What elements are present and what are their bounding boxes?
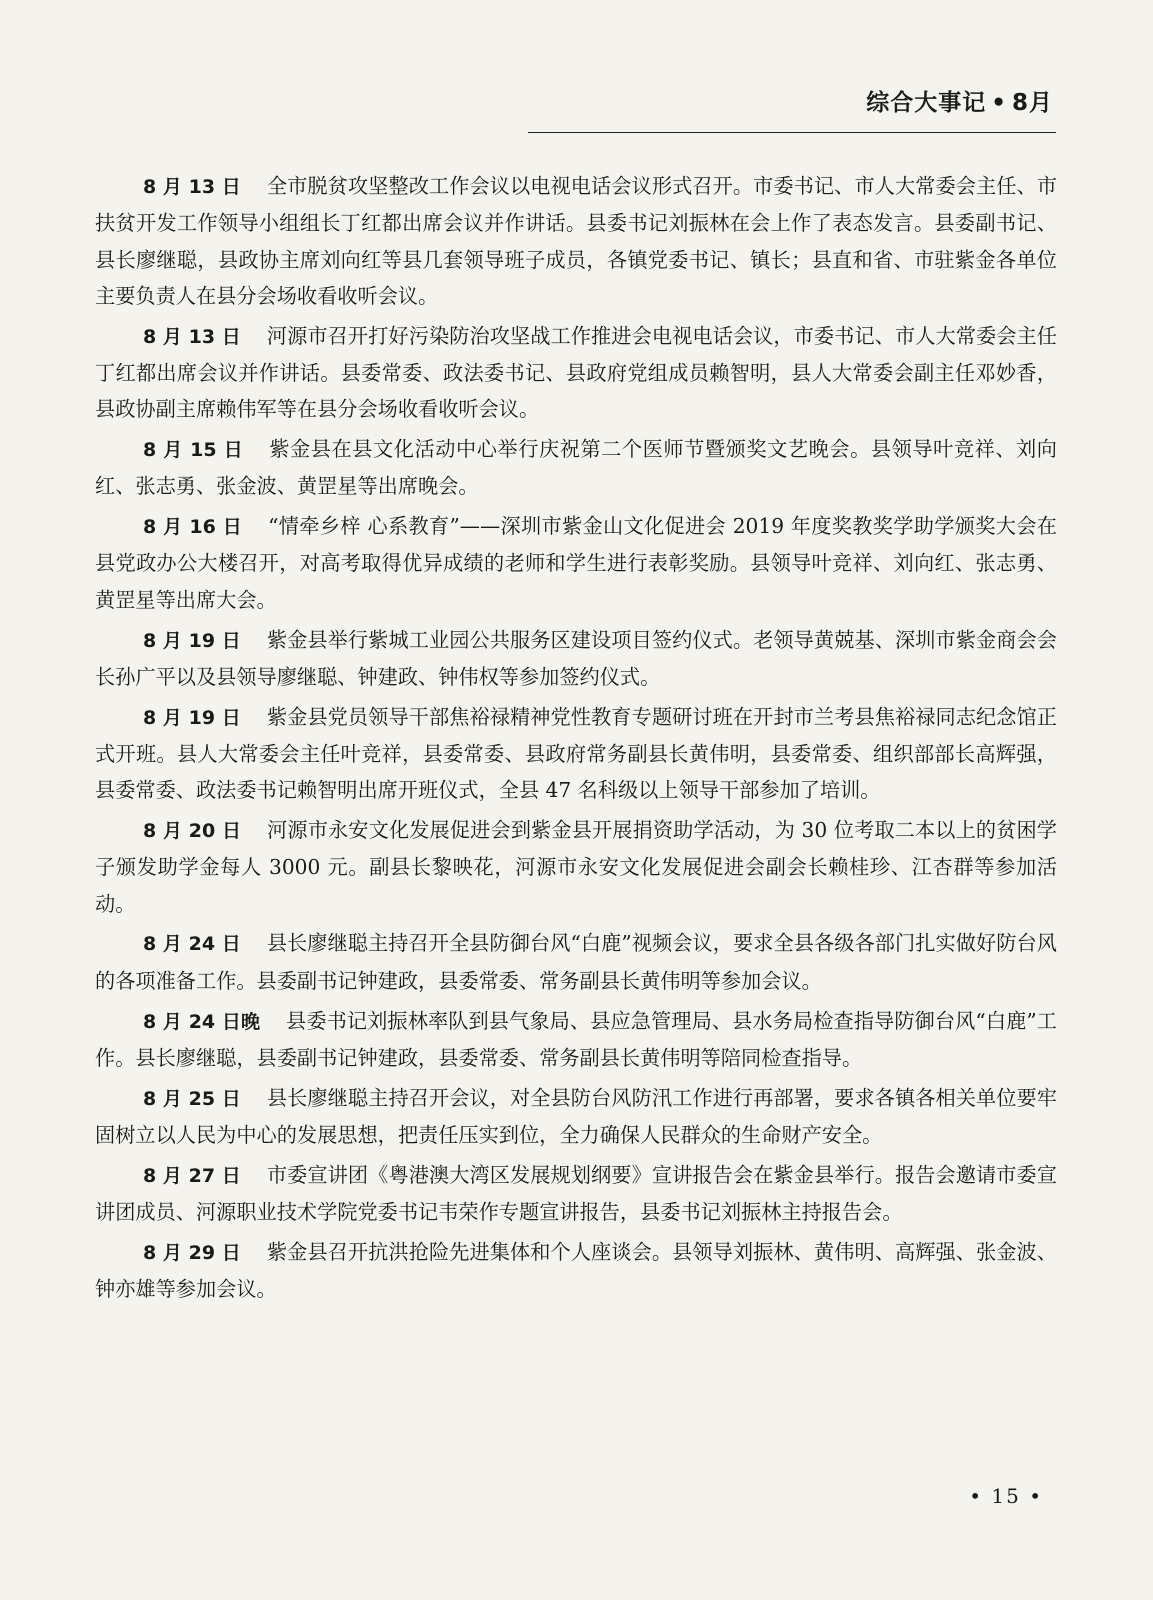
entry-text: 市委宣讲团《粤港澳大湾区发展规划纲要》宣讲报告会在紫金县举行。报告会邀请市委宣讲团成员、河源职业技术学院党委书记韦荣作专题宣讲报告，县委书记刘振林主持报告会。 (95, 1162, 1057, 1225)
entry-text: 紫金县召开抗洪抢险先进集体和个人座谈会。县领导刘振林、黄伟明、高辉强、张金波、钟亦雄等参加会议。 (95, 1239, 1057, 1302)
entry-date: 8 月 19 日 (143, 706, 241, 729)
entry-date: 8 月 19 日 (143, 629, 241, 652)
chronicle-entry (95, 318, 1057, 428)
section-title: 综合大事记 (866, 90, 987, 116)
chronicle-entry (95, 812, 1057, 922)
entry-text: 县长廖继聪主持召开全县防御台风“白鹿”视频会议，要求全县各级各部门扎实做好防台风的各项准备工作。县委副书记钟建政，县委常委、常务副县长黄伟明等参加会议。 (95, 931, 1057, 993)
entry-text: 紫金县举行紫城工业园公共服务区建设项目签约仪式。老领导黄兢基、深圳市紫金商会会长孙广平以及县领导廖继聪、钟建政、钟伟权等参加签约仪式。 (95, 627, 1057, 689)
chronicle-entry (95, 1080, 1057, 1154)
entry-date: 8 月 25 日 (143, 1087, 241, 1110)
entry-date: 8 月 16 日 (143, 516, 243, 539)
chronicle-entry (95, 431, 1057, 505)
entry-date: 8 月 29 日 (143, 1241, 241, 1264)
section-month: 8月 (1011, 90, 1053, 116)
entry-text: 县委书记刘振林率队到县气象局、县应急管理局、县水务局检查指导防御台风“白鹿”工作。县长廖继聪，县委副书记钟建政，县委常委、常务副县长黄伟明等陪同检查指导。 (95, 1008, 1057, 1070)
entry-text: 河源市永安文化发展促进会到紫金县开展捐资助学活动，为 30 位考取二本以上的贫困学子颁发助学金每人 3000 元。副县长黎映花，河源市永安文化发展促进会副会长赖桂珍、江杏群等参加活动。 (95, 818, 1057, 916)
chronicle-entry (95, 925, 1057, 999)
chronicle-entry (95, 622, 1057, 696)
entry-text: “情牵乡梓 心系教育”——深圳市紫金山文化促进会 2019 年度奖教奖学助学颁奖大会在县党政办公大楼召开，对高考取得优异成绩的老师和学生进行表彰奖励。县领导叶竞祥、刘向红、张志勇、黄罡星等出席大会。 (95, 514, 1057, 612)
chronicle-entry (95, 699, 1057, 809)
entry-text: 全市脱贫攻坚整改工作会议以电视电话会议形式召开。市委书记、市人大常委会主任、市扶贫开发工作领导小组组长丁红都出席会议并作讲话。县委书记刘振林在会上作了表态发言。县委副书记、县长廖继聪，县政协主席刘向红等县几套领导班子成员，各镇党委书记、镇长；县直和省、市驻紫金各单位主要负责人在县分会场收看收听会议。 (95, 174, 1057, 308)
header-separator: • (991, 90, 1007, 116)
chronicle-entry (95, 1157, 1057, 1231)
entry-date: 8 月 13 日 (143, 176, 241, 198)
entry-text: 紫金县党员领导干部焦裕禄精神党性教育专题研讨班在开封市兰考县焦裕禄同志纪念馆正式开班。县人大常委会主任叶竞祥，县委常委、县政府常务副县长黄伟明，县委常委、组织部部长高辉强，县委常委、政法委书记赖智明出席开班仪式，全县 47 名科级以上领导干部参加了培训。 (95, 704, 1057, 803)
chronicle-entries (95, 168, 1057, 1307)
running-header (866, 84, 1053, 117)
header-rule (528, 132, 1056, 133)
entry-date: 8 月 27 日 (143, 1164, 241, 1187)
entry-date: 8 月 24 日 (143, 933, 241, 956)
entry-text: 紫金县在县文化活动中心举行庆祝第二个医师节暨颁奖文艺晚会。县领导叶竞祥、刘向红、张志勇、张金波、黄罡星等出席晚会。 (95, 437, 1057, 499)
chronicle-entry (95, 1234, 1057, 1308)
page-number: • 15 • (969, 1484, 1043, 1508)
chronicle-entry (95, 508, 1057, 618)
entry-date: 8 月 24 日晚 (143, 1010, 261, 1033)
entry-date: 8 月 15 日 (143, 439, 244, 462)
entry-date: 8 月 20 日 (143, 820, 242, 843)
entry-text: 河源市召开打好污染防治攻坚战工作推进会电视电话会议，市委书记、市人大常委会主任丁红都出席会议并作讲话。县委常委、政法委书记、县政府党组成员赖智明，县人大常委会副主任邓妙香，县政协副主席赖伟军等在县分会场收看收听会议。 (95, 323, 1057, 422)
chronicle-entry (95, 168, 1057, 314)
entry-date: 8 月 13 日 (143, 325, 241, 348)
chronicle-entry (95, 1003, 1057, 1077)
entry-text: 县长廖继聪主持召开会议，对全县防台风防汛工作进行再部署，要求各镇各相关单位要牢固树立以人民为中心的发展思想，把责任压实到位，全力确保人民群众的生命财产安全。 (95, 1085, 1057, 1147)
